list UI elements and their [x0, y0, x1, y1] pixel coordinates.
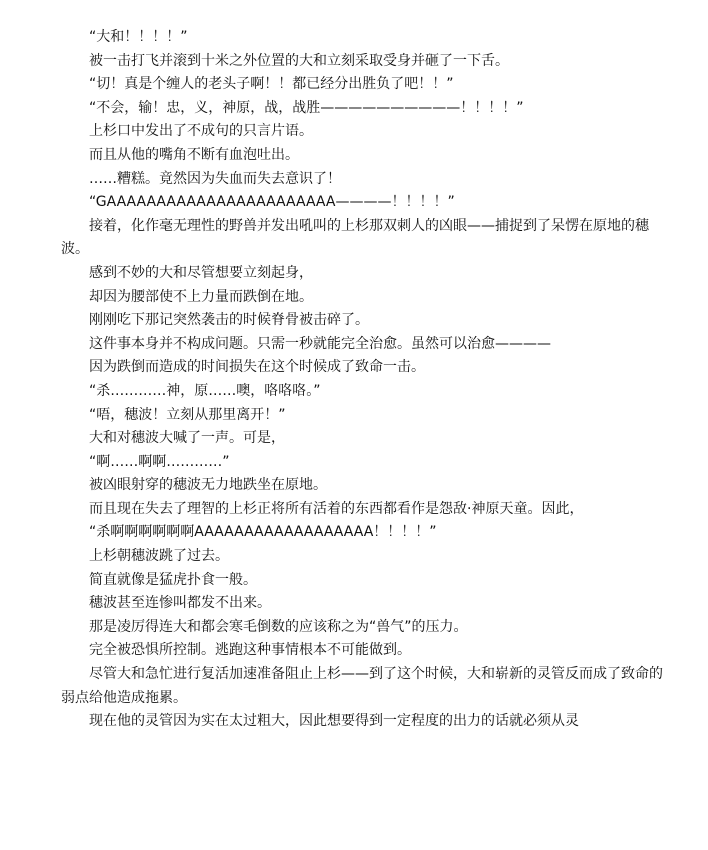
paragraph: 而且从他的嘴角不断有血泡吐出。 — [89, 146, 299, 163]
paragraph: “不会，输！忠，义，神原，战，战胜——————————！！！！” — [89, 99, 524, 116]
paragraph: 那是凌厉得连大和都会寒毛倒数的应该称之为“兽气”的压力。 — [89, 618, 468, 635]
paragraph: 上杉朝穗波跳了过去。 — [89, 548, 229, 565]
paragraph: “唔，穗波！立刻从那里离开！” — [89, 406, 286, 423]
paragraph: “杀啊啊啊啊啊啊AAAAAAAAAAAAAAAAAA！！！！” — [89, 524, 437, 541]
paragraph: 简直就像是猛虎扑食一般。 — [89, 571, 257, 588]
paragraph: 上杉口中发出了不成句的只言片语。 — [89, 123, 313, 140]
paragraph: “啊……啊啊…………” — [89, 453, 230, 470]
paragraph: 接着，化作毫无理性的野兽并发出吼叫的上杉那双刺人的凶眼——捕捉到了呆愣在原地的穗波。 — [61, 217, 649, 258]
paragraph: 被一击打飞并滚到十米之外位置的大和立刻采取受身并砸了一下舌。 — [89, 52, 509, 69]
paragraph: 尽管大和急忙进行复活加速准备阻止上杉——到了这个时候，大和崭新的灵管反而成了致命的弱点给他造成拖累。 — [61, 666, 663, 706]
paragraph: 感到不妙的大和尽管想要立刻起身， — [89, 264, 313, 281]
paragraph: 这件事本身并不构成问题。只需一秒就能完全治愈。虽然可以治愈———— — [89, 335, 551, 352]
paragraph: 被凶眼射穿的穗波无力地跌坐在原地。 — [89, 477, 327, 494]
paragraph: 却因为腰部使不上力量而跌倒在地。 — [89, 288, 313, 305]
paragraph: “GAAAAAAAAAAAAAAAAAAAAAAA————！！！！” — [89, 194, 455, 211]
paragraph: 刚刚吃下那记突然袭击的时候脊骨被击碎了。 — [89, 312, 369, 329]
paragraph: ……糟糕。竟然因为失血而失去意识了！ — [89, 170, 341, 187]
document-body — [61, 26, 669, 734]
paragraph: “大和！！！！” — [89, 29, 188, 45]
paragraph: 完全被恐惧所控制。逃跑这种事情根本不可能做到。 — [89, 642, 411, 659]
paragraph: “切！真是个缠人的老头子啊！！都已经分出胜负了吧！！” — [89, 76, 454, 93]
paragraph: 穗波甚至连惨叫都发不出来。 — [89, 595, 271, 612]
paragraph: 因为跌倒而造成的时间损失在这个时候成了致命一击。 — [89, 359, 425, 376]
paragraph: “杀…………神，原……噢，咯咯咯。” — [89, 382, 321, 399]
paragraph: 大和对穗波大喊了一声。可是， — [89, 430, 285, 447]
paragraph: 现在他的灵管因为实在太过粗大，因此想要得到一定程度的出力的话就必须从灵 — [89, 713, 579, 730]
paragraph: 而且现在失去了理智的上杉正将所有活着的东西都看作是怨敌·神原天童。因此， — [89, 500, 584, 517]
